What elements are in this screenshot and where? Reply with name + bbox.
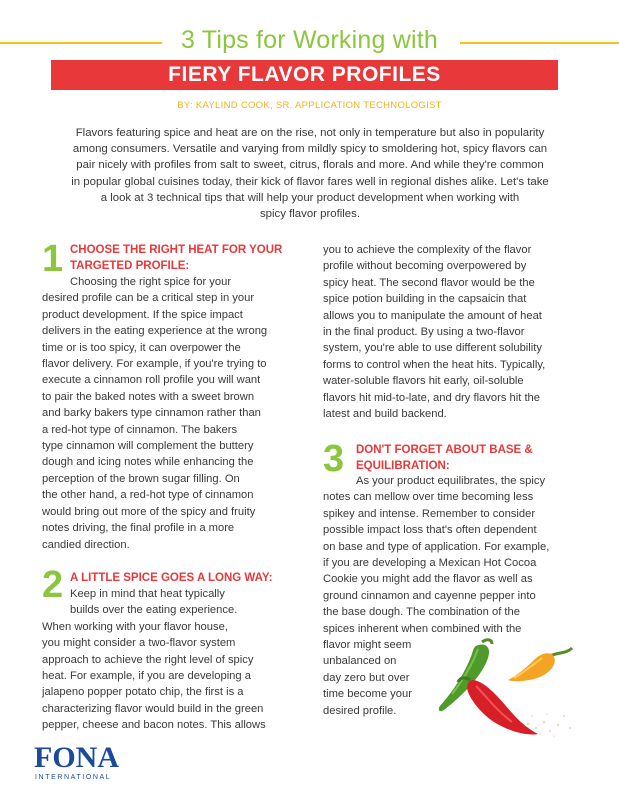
tip-2-cont-line: spice potion building in the capsaicin that bbox=[323, 293, 527, 306]
author-byline: BY: KAYLIND COOK, SR. APPLICATION TECHNOLOGIST bbox=[177, 100, 442, 111]
tip-2-line: jalapeno popper potato chip, the first is a bbox=[42, 686, 244, 699]
tip-1-heading bbox=[70, 242, 282, 274]
tip-3-line: time become your bbox=[323, 688, 412, 701]
tip-2-cont-line: system, you're able to use different solubility bbox=[323, 342, 542, 355]
tip-1-line: dough and icing notes while enhancing the bbox=[42, 456, 254, 469]
tip-3-line: possible impact loss that's often dependent bbox=[323, 524, 537, 537]
fona-logo bbox=[34, 742, 134, 788]
tip-2-body bbox=[42, 586, 266, 734]
tip-2-cont-line: allows you to manipulate the amount of heat bbox=[323, 309, 542, 322]
tip-1-body bbox=[42, 274, 267, 553]
tip-3-heading-line: EQUILIBRATION: bbox=[356, 460, 450, 472]
tip-1-line: time or is too spicy, it can overpower the bbox=[42, 341, 241, 354]
tip-2-line: pepper, cheese and bacon notes. This allows bbox=[42, 719, 266, 732]
tip-2-cont-line: water-soluble flavors hit early, oil-soluble bbox=[323, 375, 524, 388]
tip-1-line: flavor delivery. For example, if you're trying to bbox=[42, 358, 267, 371]
tip-3-number: 3 bbox=[323, 438, 345, 480]
tip-2-line: Keep in mind that heat typically bbox=[70, 588, 225, 600]
tip-3-line: ground cinnamon and cayenne pepper into bbox=[323, 589, 536, 602]
tip-2-cont-line: you to achieve the complexity of the flavor bbox=[323, 244, 532, 256]
intro-line: Flavors featuring spice and heat are on the rise, not only in temperature but also in popularity bbox=[75, 127, 545, 139]
tip-1-heading-line: CHOOSE THE RIGHT HEAT FOR YOUR bbox=[70, 244, 283, 256]
title-rule-right bbox=[460, 42, 619, 44]
tip-3-line: As your product equilibrates, the spicy bbox=[356, 475, 546, 487]
tip-1-line: desired profile can be a critical step in your bbox=[42, 292, 255, 305]
intro-line: spicy flavor profiles. bbox=[259, 208, 361, 221]
tip-2-cont-line: flavors hit mid-to-late, and dry flavors hit the bbox=[323, 391, 541, 404]
tip-3-line: Cookie you might add the flavor as well as bbox=[323, 573, 533, 586]
intro-line: among consumers. Versatile and varying from mildly spicy to smoldering hot, spicy flavors can bbox=[72, 143, 548, 156]
tip-1-line: delivers in the eating experience at the wrong bbox=[42, 325, 268, 338]
tip-1-line: type cinnamon will complement the buttery bbox=[42, 440, 254, 453]
tip-2-cont-line: forms to control when the heat hits. Typically, bbox=[323, 358, 546, 371]
logo-wordmark: FONA bbox=[34, 741, 119, 774]
tip-3-line: spices inherent when combined with the bbox=[323, 622, 522, 635]
tip-2-line: When working with your flavor house, bbox=[42, 620, 228, 633]
tip-3-line: day zero but over bbox=[323, 671, 410, 684]
chili-peppers-image bbox=[432, 636, 582, 740]
tip-1-heading-line: TARGETED PROFILE: bbox=[70, 260, 190, 272]
tip-3-line: desired profile. bbox=[323, 704, 397, 717]
tip-3-heading bbox=[356, 442, 533, 474]
tip-2-line: approach to achieve the right level of spicy bbox=[42, 653, 254, 666]
logo-subtitle: INTERNATIONAL bbox=[35, 774, 112, 781]
tip-2-cont-line: profile without becoming overpowered by bbox=[323, 260, 527, 273]
tip-3-line: on base and type of application. For example, bbox=[323, 540, 550, 553]
tip-1-line: product development. If the spice impact bbox=[42, 308, 243, 321]
tip-1-line: Choosing the right spice for your bbox=[70, 276, 232, 288]
tip-2-cont-line: spicy heat. The second flavor would be the bbox=[323, 276, 535, 289]
tip-1-line: perception of the brown sugar filling. On bbox=[42, 472, 240, 485]
tip-2-number: 2 bbox=[42, 564, 64, 606]
tip-1-number: 1 bbox=[42, 238, 64, 280]
tip-2-line: heat. For example, if you are developing a bbox=[42, 670, 251, 683]
tip-1-line: the other hand, a red-hot type of cinnamon bbox=[42, 489, 254, 502]
title-row bbox=[0, 26, 619, 58]
tip-1-line: candied direction. bbox=[42, 538, 130, 551]
intro-line: pair nicely with profiles from salt to sweet, citrus, florals and more. And while they're common bbox=[76, 159, 544, 172]
tip-3-line: flavor might seem bbox=[323, 639, 412, 652]
orange-pepper bbox=[508, 648, 572, 681]
tip-3-heading-line: DON'T FORGET ABOUT BASE & bbox=[356, 444, 533, 456]
tip-1-line: and barky bakers type cinnamon rather than bbox=[42, 407, 261, 420]
page-title: 3 Tips for Working with bbox=[180, 26, 438, 54]
tip-1-line: would bring out more of the spicy and fruity bbox=[42, 505, 256, 518]
tip-2-line: characterizing flavor would build in the green bbox=[42, 702, 264, 715]
tip-1-line: to pair the baked notes with a sweet brown bbox=[42, 390, 255, 403]
tip-1-line: notes driving, the final profile in a more bbox=[42, 522, 235, 535]
red-pepper bbox=[458, 678, 538, 735]
tip-2-cont-line: in the final product. By using a two-flavor bbox=[323, 326, 525, 339]
tip-3-line: if you are developing a Mexican Hot Cocoa bbox=[323, 557, 537, 570]
tip-3-line: spikey and intense. Remember to consider bbox=[323, 507, 536, 520]
tip-2-cont-line: latest and build backend. bbox=[323, 408, 447, 421]
tip-2-heading-line: A LITTLE SPICE GOES A LONG WAY: bbox=[70, 572, 273, 584]
intro-line: a look at 3 technical tips that will help your product development when working with bbox=[100, 191, 520, 204]
tip-1-line: execute a cinnamon roll profile you will want bbox=[42, 374, 261, 387]
tip-3-line: unbalanced on bbox=[323, 655, 397, 668]
tip-3-line: the base dough. The combination of the bbox=[323, 606, 520, 619]
tip-2-line: builds over the eating experience. bbox=[70, 604, 238, 617]
intro-line: in popular global cuisines today, their kick of flavor fares well in regional dishes alike. Let's take bbox=[71, 175, 549, 188]
tip-2-heading bbox=[70, 570, 273, 586]
tip-3-line: notes can mellow over time becoming less bbox=[323, 491, 534, 504]
intro-paragraph bbox=[47, 125, 573, 222]
title-banner: FIERY FLAVOR PROFILES bbox=[51, 60, 558, 90]
tip-2-line: you might consider a two-flavor system bbox=[42, 637, 236, 650]
tip-2-continued bbox=[323, 242, 545, 422]
tip-1-line: a red-hot type of cinnamon. The bakers bbox=[42, 423, 238, 436]
